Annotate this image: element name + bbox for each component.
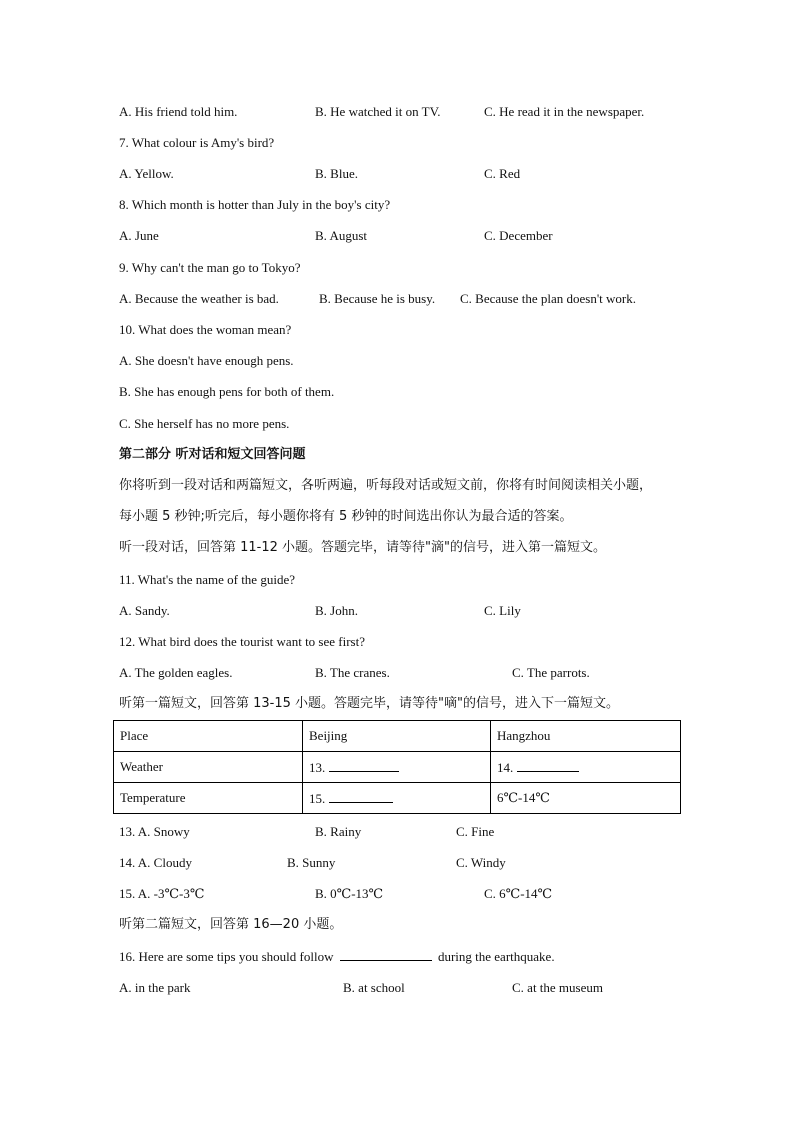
- q6-option-a: A. His friend told him.: [119, 104, 238, 119]
- q8-option-c: C. December: [484, 228, 553, 243]
- blank-number: 15.: [309, 790, 326, 806]
- dialogue-instruction: 听一段对话，回答第 11-12 小题。答题完毕，请等待"滴"的信号，进入第一篇短文。: [119, 540, 606, 555]
- q11-option-c: C. Lily: [484, 603, 521, 618]
- q9-option-a: A. Because the weather is bad.: [119, 291, 279, 306]
- q11-option-a: A. Sandy.: [119, 603, 170, 618]
- blank-number: 13.: [309, 759, 326, 775]
- weather-table: [113, 720, 681, 814]
- q12-option-c: C. The parrots.: [512, 665, 590, 680]
- table-cell-blank: [303, 752, 491, 783]
- table-cell-blank: [491, 752, 681, 783]
- q12-option-a: A. The golden eagles.: [119, 665, 233, 680]
- answer-blank: [340, 948, 432, 961]
- q13-option-c: C. Fine: [456, 824, 495, 839]
- table-row: [114, 752, 681, 783]
- q14-option-b: B. Sunny: [287, 855, 336, 870]
- q12-question: 12. What bird does the tourist want to see first?: [119, 634, 365, 649]
- q10-question: 10. What does the woman mean?: [119, 322, 292, 337]
- q15-option-b: B. 0℃-13℃: [315, 886, 384, 901]
- q9-question: 9. Why can't the man go to Tokyo?: [119, 260, 301, 275]
- q11-question: 11. What's the name of the guide?: [119, 572, 295, 587]
- q7-option-b: B. Blue.: [315, 166, 358, 181]
- q6-option-b: B. He watched it on TV.: [315, 104, 441, 119]
- q15-option-a: 15. A. -3℃-3℃: [119, 886, 205, 901]
- q16-option-b: B. at school: [343, 980, 405, 995]
- q10-option-c: C. She herself has no more pens.: [119, 416, 290, 431]
- q7-option-a: A. Yellow.: [119, 166, 174, 181]
- part2-heading: 第二部分 听对话和短文回答问题: [119, 447, 306, 462]
- answer-blank: [329, 790, 393, 803]
- q16-question-end: during the earthquake.: [437, 949, 555, 964]
- q8-question: 8. Which month is hotter than July in the boy's city?: [119, 197, 391, 212]
- q6-option-c: C. He read it in the newspaper.: [484, 104, 645, 119]
- table-cell-blank: [303, 783, 491, 814]
- answer-blank: [517, 759, 579, 772]
- table-row: [114, 721, 681, 752]
- q16-question-start: 16. Here are some tips you should follow: [119, 949, 334, 964]
- table-cell: Hangzhou: [491, 721, 681, 752]
- q11-option-b: B. John.: [315, 603, 358, 618]
- table-row: [114, 783, 681, 814]
- passage2-instruction: 听第二篇短文，回答第 16—20 小题。: [119, 917, 343, 932]
- part2-intro-line2: 每小题 5 秒钟;听完后，每小题你将有 5 秒钟的时间选出你认为最合适的答案。: [119, 509, 573, 524]
- q13-option-a: 13. A. Snowy: [119, 824, 190, 839]
- q10-option-a: A. She doesn't have enough pens.: [119, 353, 294, 368]
- blank-number: 14.: [497, 759, 514, 775]
- table-cell: Place: [114, 721, 303, 752]
- q16-option-a: A. in the park: [119, 980, 191, 995]
- q14-option-c: C. Windy: [456, 855, 506, 870]
- q16-question: [119, 948, 555, 966]
- q9-option-b: B. Because he is busy.: [319, 291, 436, 306]
- q8-option-b: B. August: [315, 228, 368, 243]
- q7-option-c: C. Red: [484, 166, 521, 181]
- q10-option-b: B. She has enough pens for both of them.: [119, 384, 335, 399]
- answer-blank: [329, 759, 399, 772]
- q15-option-c: C. 6℃-14℃: [484, 886, 553, 901]
- passage1-instruction: 听第一篇短文，回答第 13-15 小题。答题完毕，请等待"嘀"的信号，进入下一篇短文。: [119, 696, 619, 711]
- table-cell: Beijing: [303, 721, 491, 752]
- table-cell: 6℃-14℃: [491, 783, 681, 814]
- q7-question: 7. What colour is Amy's bird?: [119, 135, 275, 150]
- q8-option-a: A. June: [119, 228, 159, 243]
- q9-option-c: C. Because the plan doesn't work.: [460, 291, 636, 306]
- q16-option-c: C. at the museum: [512, 980, 603, 995]
- q12-option-b: B. The cranes.: [315, 665, 390, 680]
- q13-option-b: B. Rainy: [315, 824, 362, 839]
- q14-option-a: 14. A. Cloudy: [119, 855, 192, 870]
- table-cell: Temperature: [114, 783, 303, 814]
- part2-intro-line1: 你将听到一段对话和两篇短文，各听两遍，听每段对话或短文前，你将有时间阅读相关小题，: [119, 478, 653, 493]
- table-cell: Weather: [114, 752, 303, 783]
